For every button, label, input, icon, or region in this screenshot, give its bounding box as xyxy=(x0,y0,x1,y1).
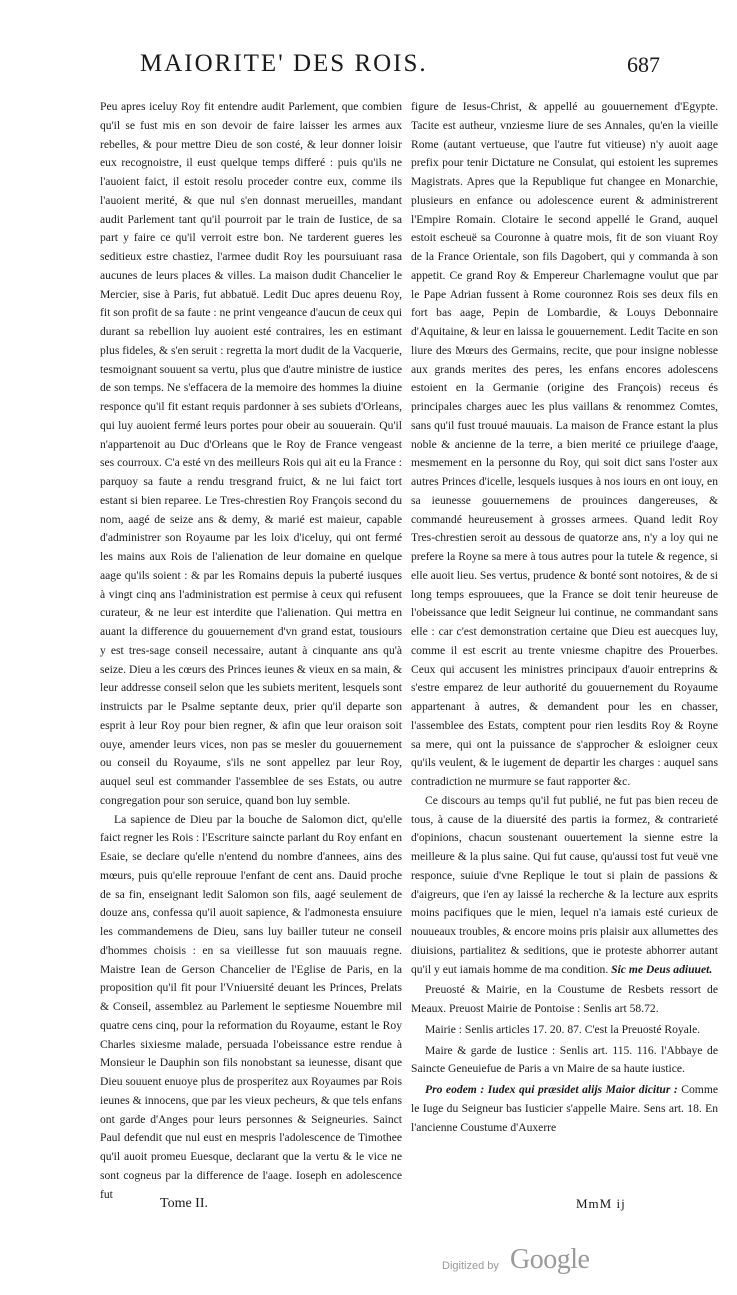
page-header xyxy=(100,50,660,90)
left-column xyxy=(100,98,402,1204)
right-paragraph-2 xyxy=(411,792,718,980)
left-paragraph-1: Peu apres iceluy Roy fit entendre audit Parlement, que combien qu'il se fust mis en son devoir de faire laisser les armes aux rebelles, & pour mettre Dieu de son costé, & leur donner loisir eux recognoistre, il eust quelque temps differé : puis qu'ils ne l'auoient faict, il estoit resolu proceder contre eux, comme ils l'auoient merité, & que nul s'en donnast merueilles, mandant audit Parlement tant qu'il pourroit par le train de Iustice, de sa part y faire ce qu'il verroit estre bon. Ne tarderent gueres les seditieux estre chastiez, l'armee dudit Roy les poursuiuant rasa aucunes de leurs places & villes. La maison dudit Chancelier le Mercier, sise à Paris, fut abbatuë. Ledit Duc apres deuenu Roy, fit son profit de sa faute : ne print vengeance d'aucun de ceux qui durant sa rebellion luy auoient esté contraires, les en estimant plus fideles, & s'en seruit : regretta la mort dudit de la Vacquerie, tesmoignant souuent sa vertu, plus que d'autre ministre de iustice de son temps. Ne s'effacera de la memoire des hommes la diuine responce qu'il fit estant requis pardonner à ses subiets d'Orleans, qui luy auoient fermé leurs portes pour obeir au souuerain. Qu'il n'appartenoit au Duc d'Orleans que le Roy de France vengeast ses courroux. C'a esté vn des meilleurs Rois qui ait eu la France : parquoy sa faute a rendu tresgrand fruict, & ne lui faict tort estant si bien reparee. Le Tres-chrestien Roy François second du nom, aagé de seize ans & demy, & marié est maieur, capable d'administrer son Royaume par les loix d'iceluy, qui ont fermé les mains aux Rois de l'alienation de leur domaine en quelque aage qu'ils soient : & par les Romains depuis la puberté iusques à vingt cinq ans l'administration est permise à ceux qui refusent curateur, & ne leur est interdite que l'alienation. Qui mettra en auant la difference du gouuernement d'vn grand estat, tousiours y est tres-sage conseil necessaire, autant à cinquante ans qu'à seize. Dieu a les cœurs des Princes ieunes & vieux en sa main, & leur addresse conseil selon que les subiets meritent, lesquels sont instruicts par le Psalme septante deux, prier qu'il departe son esprit à leur Roy pour bien regner, & afin que leur oraison soit ouye, amender leurs vices, non pas se mesler du gouuernement ou conseil du Royaume, s'ils ne sont appellez par leur Roy, auquel seul est commander l'assemblee de ses Estats, ou autre congregation pour son seruice, quand bon luy semble. xyxy=(100,100,402,807)
margin-note-1: Preuosté & Mairie, en la Coustume de Resbets ressort de Meaux. Preuost Mairie de Pontoise : Senlis art 58.72. xyxy=(411,983,718,1015)
latin-heading: Pro eodem : Iudex qui præsidet alijs Maior dicitur : xyxy=(425,1083,678,1096)
margin-note-4 xyxy=(411,1081,718,1137)
right-paragraph-1: figure de Iesus-Christ, & appellé au gouuernement d'Egypte. Tacite est autheur, vnziesme liure de ses Annales, qu'en la vieille Rome (autant vertueuse, que l'autre fut vitieuse) n'y auoit aage prefix pour tenir Dictature ne Consulat, qui estoient les supremes Magistrats. Apres que la Republique fut changee en Monarchie, plusieurs en enfance ou adolescence eurent & administrerent l'Empire Romain. Clotaire le second appellé le Grand, auquel estoit escheuë sa Couronne à quatre mois, fit de son viuant Roy de la France Orientale, son fils Dagobert, qui y commanda à son appetit. Ce grand Roy & Empereur Charlemagne voulut que par le Pape Adrian fussent à Rome couronnez Rois ses deux fils en fort bas aage, Pepin de Lombardie, & Louys Debonnaire d'Aquitaine, & leur en laissa le gouuernement. Ledit Tacite en son liure des Mœurs des Germains, recite, que pour insigne noblesse aux grands merites des peres, les enfans encores adolescens estoient en la Germanie (origine des François) receus és principales charges auec les plus vaillans & renommez Comtes, sans qu'il fust trouué mauuais. La maison de France estant la plus noble & ancienne de la terre, a bien merité ce priuilege d'aage, mesmement en la personne du Roy, qui soit dict sans l'oster aux autres Princes d'icelle, lesquels iusques à nos iours en ont iouy, en sa ieunesse gouuernemens de prouinces dangereuses, & commandé heureusement à grosses armees. Quand ledit Roy Tres-chrestien seroit au dessous de quatorze ans, n'y a loy qui ne prefere la Royne sa mere à tous autres pour la tutele & regence, si elle auoit lieu. Ses vertus, prudence & bonté sont notoires, & de si long temps esprouuees, que la France se doit tenir heureuse de l'obeissance que ledit Seigneur lui continue, ne commandant sans elle : car c'est demonstration certaine que Dieu est auecques luy, comme il est escrit au trente vniesme chapitre des Prouerbes. Ceux qui accusent les ministres principaux d'auoir entreprins & s'estre emparez de leur authorité du gouuernement du Royaume appartenant à autres, & demandent pour les en chasser, l'assemblee des Estats, comptent pour rien lesdits Roy & Royne sa mere, qui ont la puissance de s'approcher & esloigner ceux qu'ils veulent, & le iugement de departir les charges : auquel sans contradiction ne murmure se faut rapporter &c. xyxy=(411,100,718,788)
margin-note-3: Maire & garde de Iustice : Senlis art. 115. 116. l'Abbaye de Saincte Geneuiefue de Paris a vn Maire de sa haute iustice. xyxy=(411,1043,718,1076)
page-number: 687 xyxy=(627,52,660,77)
running-title: MAIORITE' DES ROIS. xyxy=(140,50,428,77)
tome-label: Tome II. xyxy=(160,1196,209,1211)
margin-note-4-text: Comme le Iuge du Seigneur bas Iusticier s'appelle Maire. Sens art. 18. En l'ancienne Coustume d'Auxerre xyxy=(411,1083,718,1134)
right-paragraph-2-text: Ce discours au temps qu'il fut publié, ne fut pas bien receu de tous, à cause de la diuersité des partis ia formez, & contrarieté d'opinions, chacun soustenant ouuertement la sienne estre la meilleure & la plus saine. Qui fut cause, qu'aussi tost fut veuë vne responce, suiuie d'vne Replique le tout si plain de passions & d'aigreurs, que i'en ay laissé la recherche & la lecture aux esprits moins pacifiques que le mien, lequel n'a iamais esté curieux de nouueaux troubles, & encore moins pris plaisir aux allumettes des diuisions, partialitez & seditions, que ie proteste abhorrer autant qu'il y eut iamais homme de ma condition. xyxy=(411,793,718,976)
left-paragraph-2: La sapience de Dieu par la bouche de Salomon dict, qu'elle faict regner les Rois : l'Escriture saincte parlant du Roy enfant en Esaie, se declare qu'elle n'entend du nombre d'annees, ains des mœurs, puis qu'elle reprouue l'enfant de cent ans. Dauid proche de sa fin, enseignant ledit Salomon son fils, aagé seulement de douze ans, confessa qu'il auoit sapience, & l'admonesta ensuiure les commandemens de Dieu, sans luy bailler tuteur ne conseil d'hommes choisis : en sa vieillesse fut son mauuais regne. Maistre Iean de Gerson Chancelier de l'Eglise de Paris, en la proposition qu'il fit pour l'Vniuersité deuant les Princes, Prelats & Conseil, assemblez au Parlement le septiesme Nouembre mil quatre cens cinq, pour la reformation du Royaume, estant le Roy Charles sixiesme malade, persuada l'obeissance estre rendue à Monsieur le Dauphin son fils nonobstant sa ieunesse, disant que Dieu souuent enuoye plus de prosperitez aux Royaumes par Rois ieunes & innocens, que par les vieux pecheurs, & que tels enfans ont garde d'Anges pour leurs personnes & Seigneuries. Sainct Paul defendit que nul eust en mespris l'adolescence de Timothee qu'il auoit promeu Euesque, declarant que la vertu & le vice ne sont cogneus par la difference de l'aage. Ioseph en adolescence fut xyxy=(100,812,402,1201)
margin-note-2: Mairie : Senlis articles 17. 20. 87. C'est la Preuosté Royale. xyxy=(425,1022,701,1036)
right-column xyxy=(411,98,718,1137)
closing-formula: Sic me Deus adiuuet. xyxy=(611,962,713,976)
digitized-by-text: Digitized by xyxy=(442,1260,499,1272)
signature-mark: MmM ij xyxy=(576,1196,626,1211)
google-logo: Google xyxy=(510,1244,590,1275)
digitized-watermark xyxy=(442,1244,642,1284)
